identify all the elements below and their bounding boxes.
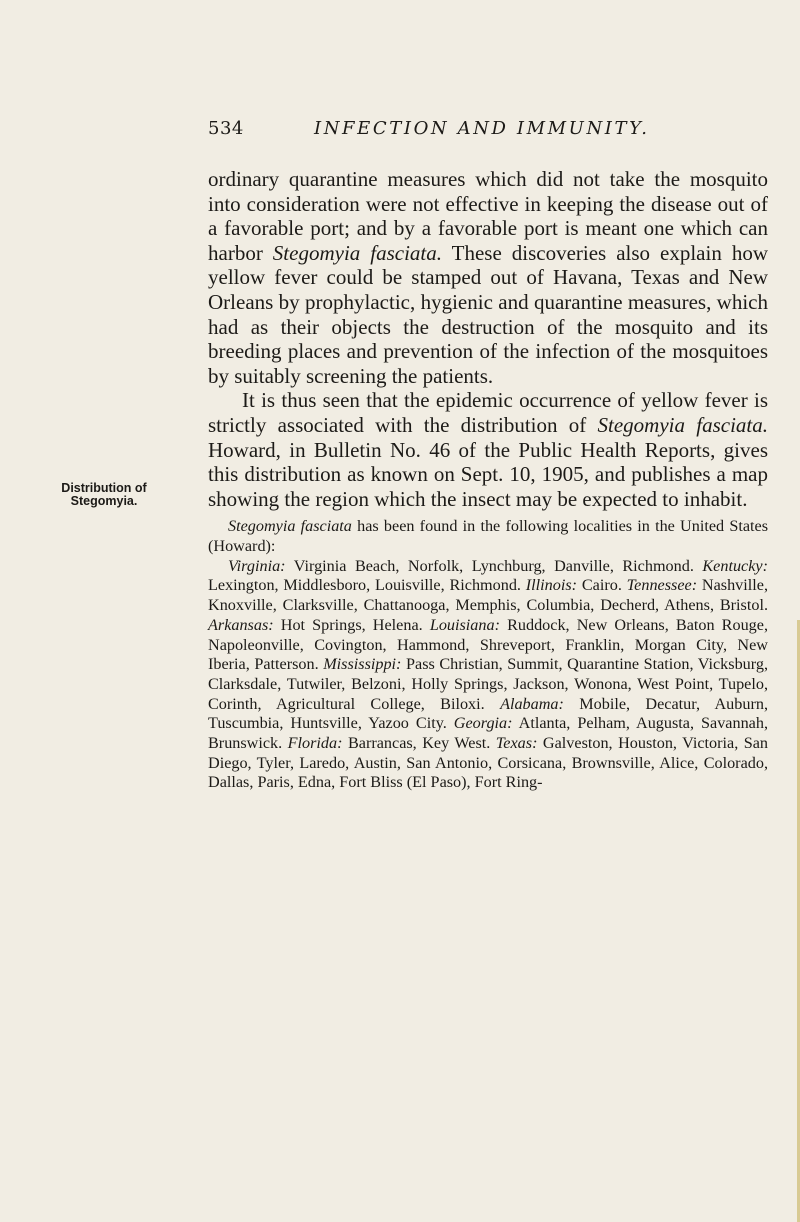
state-name: Kentucky: bbox=[702, 556, 768, 575]
running-title: INFECTION AND IMMUNITY. bbox=[314, 118, 650, 139]
state-localities: Galveston, Houston, Victoria, San Diego, Tyler, Laredo, Austin, San Antonio, Corsicana, Brownsville, Alice, Colorado, Dallas, Paris, Edna, Fort Bliss (El Paso), Fort Ring- bbox=[208, 734, 768, 792]
main-text bbox=[208, 167, 768, 793]
intro-text: has been found in the following localities in the United States (Howard): bbox=[208, 517, 768, 556]
paragraph-text: ordinary quarantine measures which did not take the mosquito into consideration were not effective in keeping the disease out of a favorable port; and by a favorable port is meant one which can harbor bbox=[208, 167, 768, 265]
state-localities: Lexington, Middlesboro, Louisville, Richmond. bbox=[208, 576, 526, 595]
state-name: Illinois: bbox=[525, 576, 578, 595]
margin-note-line: Distribution of bbox=[61, 481, 147, 495]
localities-note bbox=[208, 517, 768, 793]
localities-list bbox=[208, 557, 768, 793]
state-name: Texas: bbox=[495, 734, 538, 753]
state-localities: Cairo. bbox=[577, 576, 627, 595]
state-localities: Atlanta, Pelham, Augusta, Savannah, Brunswick. bbox=[208, 714, 768, 753]
state-name: Tennessee: bbox=[626, 576, 698, 595]
species-name: Stegomyia fasciata. bbox=[272, 240, 443, 265]
paragraph-quarantine bbox=[208, 167, 768, 388]
margin-note-line: Stegomyia. bbox=[70, 494, 138, 508]
species-name: Stegomyia fasciata. bbox=[597, 412, 768, 437]
paragraph-distribution bbox=[208, 388, 768, 511]
state-localities: Pass Christian, Summit, Quarantine Station, Vicksburg, Clarksdale, Tutwiler, Belzoni, Holly Springs, Jackson, Wonona, West Point, Tupelo, Corinth, Agricultural College, Biloxi. bbox=[208, 655, 768, 713]
state-localities: Barrancas, Key West. bbox=[342, 734, 496, 753]
state-localities: Mobile, Decatur, Auburn, Tuscumbia, Huntsville, Yazoo City. bbox=[208, 694, 768, 733]
state-name: Georgia: bbox=[453, 714, 513, 733]
species-name: Stegomyia fasciata bbox=[228, 517, 352, 536]
margin-note bbox=[40, 482, 168, 508]
state-name: Arkansas: bbox=[208, 615, 274, 634]
localities-intro bbox=[208, 517, 768, 556]
paragraph-text: It is thus seen that the epidemic occurrence of yellow fever is strictly associated with the distribution of bbox=[208, 388, 768, 437]
state-localities: Nashville, Knoxville, Clarksville, Chattanooga, Memphis, Columbia, Decherd, Athens, Bristol. bbox=[208, 576, 769, 615]
page-header bbox=[208, 118, 768, 148]
state-name: Mississippi: bbox=[323, 655, 402, 674]
paragraph-text: These discoveries also explain how yellow fever could be stamped out of Havana, Texas and New Orleans by prophylactic, hygienic and quarantine measures, which had as their objects the destruction of the mosquito and its breeding places and prevention of the infection of the mosquitoes by suitably screening the patients. bbox=[208, 240, 768, 388]
state-name: Virginia: bbox=[228, 556, 286, 575]
state-name: Alabama: bbox=[500, 694, 564, 713]
state-name: Louisiana: bbox=[429, 615, 500, 634]
state-localities: Ruddock, New Orleans, Baton Rouge, Napoleonville, Covington, Hammond, Shreveport, Franklin, Morgan City, New Iberia, Patterson. bbox=[208, 615, 768, 674]
state-name: Florida: bbox=[287, 734, 343, 753]
state-localities: Virginia Beach, Norfolk, Lynchburg, Danville, Richmond. bbox=[285, 556, 703, 575]
page-number: 534 bbox=[208, 118, 244, 139]
state-localities: Hot Springs, Helena. bbox=[273, 615, 430, 634]
paragraph-text: Howard, in Bulletin No. 46 of the Public Health Reports, gives this distribution as known on Sept. 10, 1905, and publishes a map showing the region which the insect may be expected to inhabit. bbox=[208, 437, 768, 511]
